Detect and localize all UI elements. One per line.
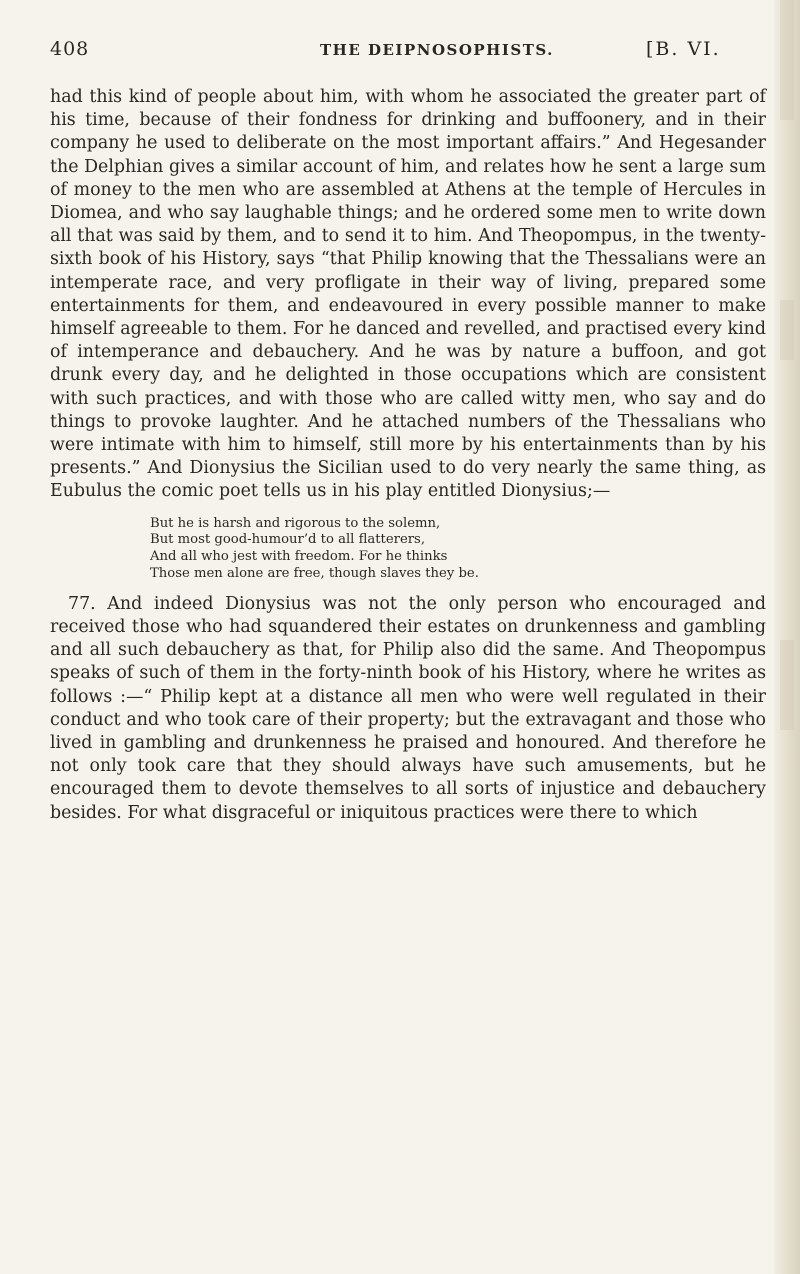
- page-header: [50, 38, 768, 66]
- verse-line: And all who jest with freedom. For he thinks: [150, 549, 448, 565]
- running-title: THE DEIPNOSOPHISTS.: [320, 41, 554, 59]
- page-body: [50, 86, 766, 825]
- verse-line: Those men alone are free, though slaves they be.: [150, 566, 479, 582]
- paragraph: 77. And indeed Dionysius was not the only person who encouraged and received those who had squandered their estates on drunkenness and gambling and all such debauchery as that, for Philip also did the same. And Theopompus speaks of such of them in the forty-ninth book of his History, where he writes as follows :—“ Philip kept at a distance all men who were well regulated in their conduct and who took care of their property; but the extravagant and those who lived in gambling and drunkenness he praised and honoured. And therefore he not only took care that they should always have such amusements, but he encouraged them to devote themselves to all sorts of injustice and debauchery besides. For what disgraceful or iniquitous practices were there to which: [50, 593, 766, 823]
- verse-line: But he is harsh and rigorous to the solemn,: [150, 515, 441, 531]
- page-number: 408: [50, 38, 90, 60]
- page-edge-shadow: [774, 0, 800, 1274]
- edge-shade: [780, 640, 794, 730]
- edge-shade: [780, 300, 794, 360]
- edge-shade: [780, 0, 794, 120]
- verse-quotation: [150, 516, 766, 583]
- verse-line: But most good-humour’d to all flatterers,: [150, 532, 426, 548]
- book-reference: [B. VI.: [646, 38, 721, 60]
- paragraph: had this kind of people about him, with whom he associated the greater part of his time, because of their fondness for drinking and buffoonery, and in their company he used to deliberate on the most important affairs.” And Hegesander the Delphian gives a similar account of him, and relates how he sent a large sum of money to the men who are assembled at Athens at the temple of Hercules in Diomea, and who say laughable things; and he ordered some men to write down all that was said by them, and to send it to him. And Theopompus, in the twenty-sixth book of his History, says “that Philip knowing that the Thessalians were an intemperate race, and very profligate in their way of living, prepared some entertainments for them, and endeavoured in every possible manner to make himself agreeable to them. For he danced and revelled, and practised every kind of intemperance and debauchery. And he was by nature a buffoon, and got drunk every day, and he delighted in those occupations which are consistent with such practices, and with those who are called witty men, who say and do things to provoke laughter. And he attached numbers of the Thessalians who were intimate with him to himself, still more by his entertainments than by his presents.” And Dionysius the Sicilian used to do very nearly the same thing, as Eubulus the comic poet tells us in his play entitled Dionysius;—: [50, 87, 766, 502]
